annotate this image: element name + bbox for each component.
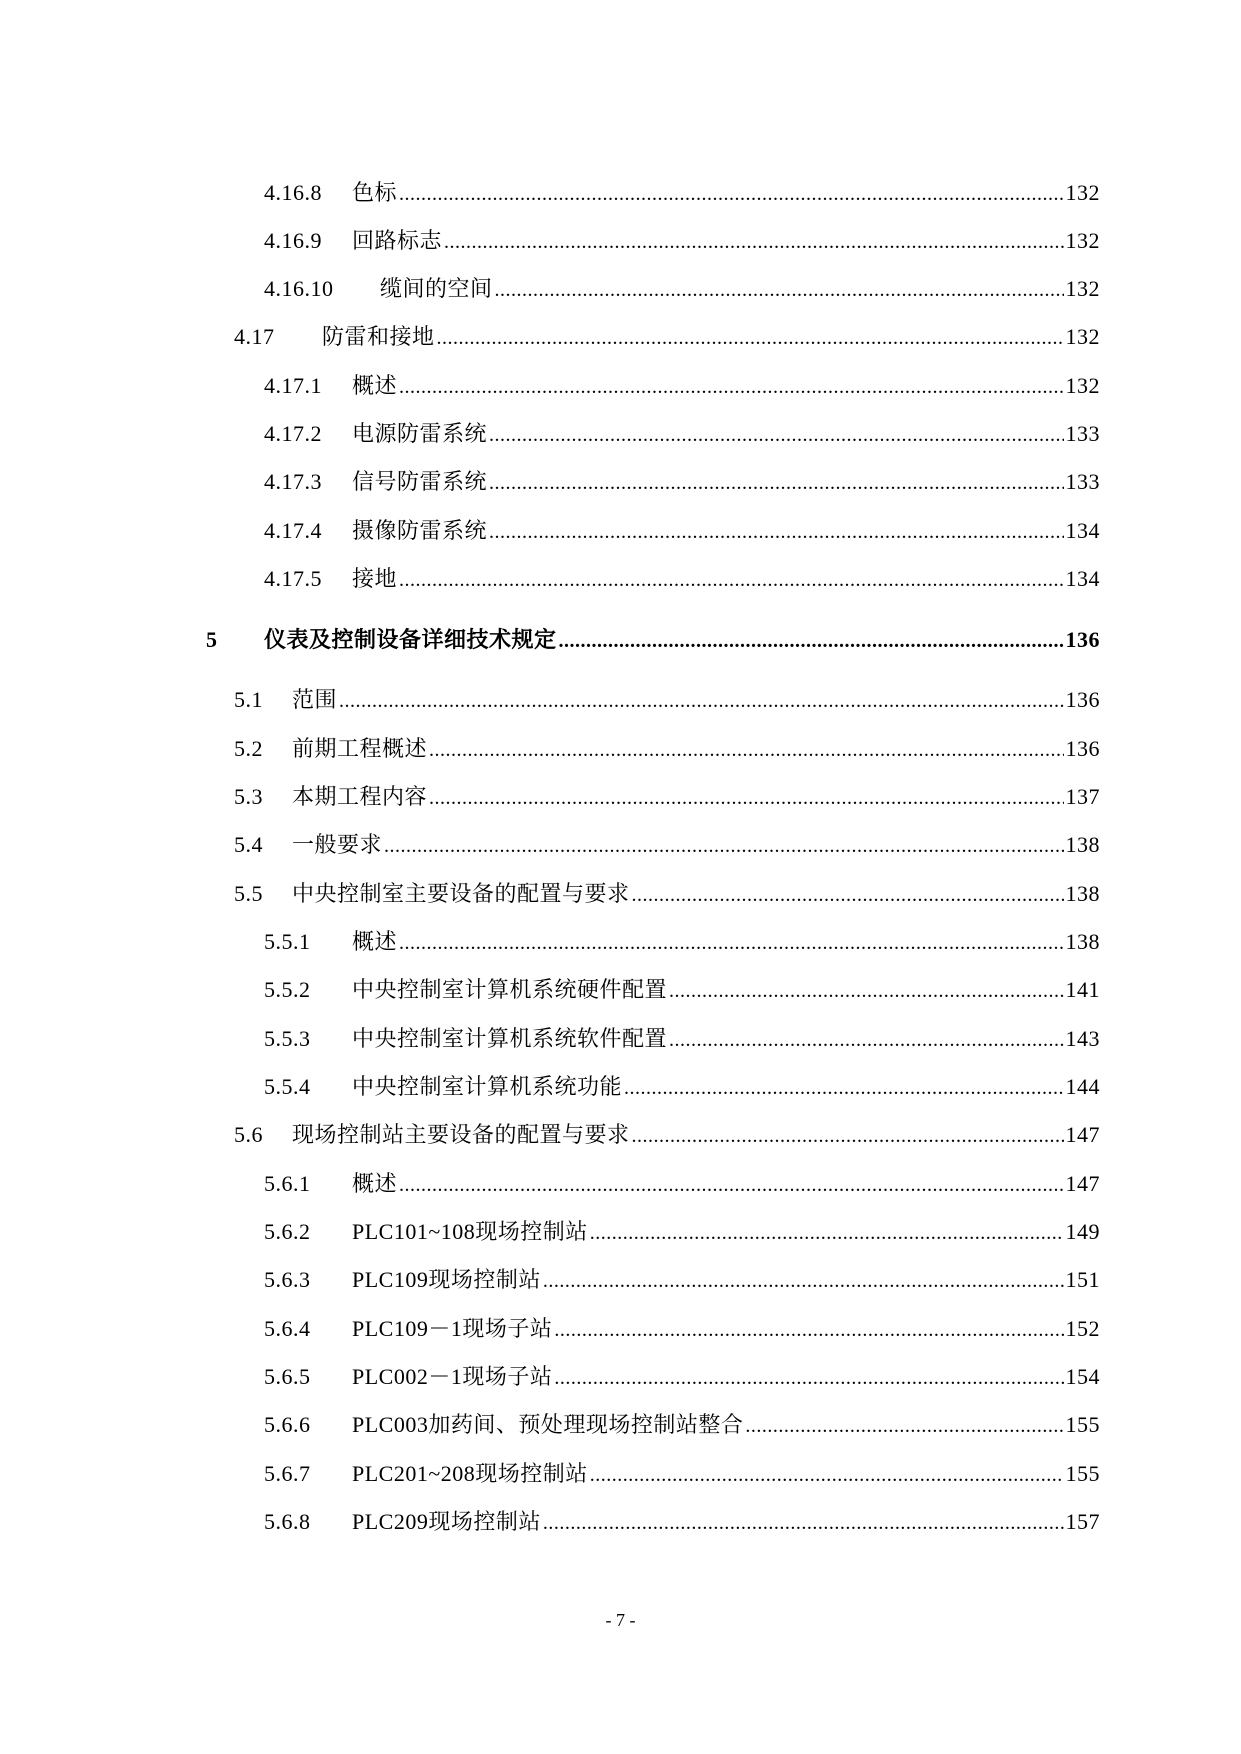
toc-entry-number: 5.2 xyxy=(234,736,263,761)
toc-entry-number: 4.17.1 xyxy=(264,373,322,398)
toc-entry-number: 4.17 xyxy=(234,324,275,349)
toc-dot-leader xyxy=(590,1457,1064,1491)
toc-dot-leader xyxy=(543,1505,1064,1539)
toc-entry-page: 132 xyxy=(1065,324,1100,349)
toc-entry-page: 155 xyxy=(1065,1461,1100,1486)
toc-dot-leader xyxy=(624,1070,1063,1104)
toc-entry-number: 5.5.2 xyxy=(264,977,311,1002)
toc-entry[interactable] xyxy=(0,1360,1241,1394)
toc-entry-page: 147 xyxy=(1065,1122,1100,1147)
toc-entry-number: 5.6.3 xyxy=(264,1267,311,1292)
toc-entry[interactable] xyxy=(0,1408,1241,1442)
toc-entry[interactable] xyxy=(0,465,1241,499)
toc-dot-leader xyxy=(384,828,1063,862)
toc-entry-page: 157 xyxy=(1065,1509,1100,1534)
toc-entry[interactable] xyxy=(0,973,1241,1007)
toc-entry[interactable] xyxy=(0,828,1241,862)
toc-entry-page: 138 xyxy=(1065,929,1100,954)
toc-entry-page: 152 xyxy=(1065,1316,1100,1341)
toc-entry-page: 137 xyxy=(1065,784,1100,809)
toc-entry[interactable] xyxy=(0,514,1241,548)
toc-entry-title: 前期工程概述 xyxy=(292,736,428,761)
toc-entry-title: 中央控制室计算机系统软件配置 xyxy=(352,1026,668,1051)
toc-entry-number: 5.5.4 xyxy=(264,1074,311,1099)
toc-dot-leader xyxy=(399,562,1063,596)
toc-entry-page: 133 xyxy=(1065,469,1100,494)
toc-dot-leader xyxy=(437,320,1064,354)
toc-entry-page: 132 xyxy=(1065,373,1100,398)
toc-entry-title: 概述 xyxy=(352,929,398,954)
toc-dot-leader xyxy=(399,925,1063,959)
toc-entry[interactable] xyxy=(0,1263,1241,1297)
toc-entry-page: 134 xyxy=(1065,566,1100,591)
toc-entry-number: 5.6.2 xyxy=(264,1219,311,1244)
toc-dot-leader xyxy=(429,780,1063,814)
toc-entry-page: 134 xyxy=(1065,518,1100,543)
toc-entry-page: 132 xyxy=(1065,180,1100,205)
toc-entry-page: 144 xyxy=(1065,1074,1100,1099)
toc-entry-page: 149 xyxy=(1065,1219,1100,1244)
toc-entry[interactable] xyxy=(0,1312,1241,1346)
toc-entry-number: 4.17.5 xyxy=(264,566,322,591)
toc-dot-leader xyxy=(399,176,1063,210)
toc-entry-page: 143 xyxy=(1065,1026,1100,1051)
toc-entry-title: 摄像防雷系统 xyxy=(352,518,488,543)
toc-entry-number: 5.6.5 xyxy=(264,1364,311,1389)
page-number: - 7 - xyxy=(605,1610,636,1630)
toc-entry-page: 136 xyxy=(1065,627,1100,652)
toc-entry-title: 仪表及控制设备详细技术规定 xyxy=(264,627,557,652)
toc-entry-title: 防雷和接地 xyxy=(322,324,435,349)
toc-entry-number: 4.17.2 xyxy=(264,421,322,446)
toc-entry[interactable] xyxy=(0,1215,1241,1249)
toc-entry-number: 4.17.3 xyxy=(264,469,322,494)
toc-entry[interactable] xyxy=(0,224,1241,258)
toc-entry[interactable] xyxy=(0,562,1241,596)
toc-entry-page: 132 xyxy=(1065,276,1100,301)
toc-entry-number: 4.16.9 xyxy=(264,228,322,253)
toc-entry-number: 4.17.4 xyxy=(264,518,322,543)
toc-entry-title: 回路标志 xyxy=(352,228,443,253)
toc-entry[interactable] xyxy=(0,780,1241,814)
toc-entry-title: 接地 xyxy=(352,566,398,591)
toc-entry-number: 5.6.8 xyxy=(264,1509,311,1534)
toc-dot-leader xyxy=(554,1312,1063,1346)
toc-dot-leader xyxy=(495,272,1064,306)
toc-entry-title: 电源防雷系统 xyxy=(352,421,488,446)
toc-dot-leader xyxy=(669,973,1063,1007)
toc-entry-page: 151 xyxy=(1065,1267,1100,1292)
toc-entry[interactable] xyxy=(0,1022,1241,1056)
toc-entry[interactable] xyxy=(0,1505,1241,1539)
toc-entry-page: 155 xyxy=(1065,1412,1100,1437)
toc-dot-leader xyxy=(489,514,1063,548)
toc-dot-leader xyxy=(590,1215,1064,1249)
toc-entry-title: PLC209现场控制站 xyxy=(352,1509,541,1534)
toc-dot-leader xyxy=(669,1022,1063,1056)
toc-entry[interactable] xyxy=(0,877,1241,911)
toc-entry[interactable] xyxy=(0,1167,1241,1201)
toc-entry-page: 138 xyxy=(1065,881,1100,906)
toc-dot-leader xyxy=(429,732,1063,766)
toc-entry-title: 本期工程内容 xyxy=(292,784,428,809)
toc-entry-page: 154 xyxy=(1065,1364,1100,1389)
toc-entry-number: 5.5.3 xyxy=(264,1026,311,1051)
toc-entry-title: PLC109－1现场子站 xyxy=(352,1316,553,1341)
toc-entry-title: PLC002－1现场子站 xyxy=(352,1364,553,1389)
toc-dot-leader xyxy=(489,417,1063,451)
toc-entry[interactable] xyxy=(0,683,1241,717)
toc-entry[interactable] xyxy=(0,417,1241,451)
toc-dot-leader xyxy=(399,1167,1063,1201)
toc-entry-number: 5.6.6 xyxy=(264,1412,311,1437)
toc-entry-title: PLC201~208现场控制站 xyxy=(352,1461,588,1486)
toc-entry-page: 147 xyxy=(1065,1171,1100,1196)
toc-entry[interactable] xyxy=(0,320,1241,354)
toc-entry-page: 132 xyxy=(1065,228,1100,253)
toc-entry-title: 现场控制站主要设备的配置与要求 xyxy=(292,1122,630,1147)
toc-entry-page: 136 xyxy=(1065,687,1100,712)
toc-entry-number: 5.6.7 xyxy=(264,1461,311,1486)
toc-dot-leader xyxy=(559,623,1064,657)
toc-entry-number: 5.5.1 xyxy=(264,929,311,954)
toc-dot-leader xyxy=(632,877,1064,911)
toc-entry-title: 色标 xyxy=(352,180,398,205)
toc-entry-number: 4.16.8 xyxy=(264,180,322,205)
toc-entry-page: 141 xyxy=(1065,977,1100,1002)
toc-entry[interactable] xyxy=(0,1070,1241,1104)
toc-entry[interactable] xyxy=(0,1118,1241,1152)
toc-entry-number: 5.4 xyxy=(234,832,263,857)
toc-entry-title: 中央控制室计算机系统功能 xyxy=(352,1074,623,1099)
toc-entry-number: 5.6 xyxy=(234,1122,263,1147)
toc-entry-number: 5.6.1 xyxy=(264,1171,311,1196)
toc-entry[interactable] xyxy=(0,1457,1241,1491)
toc-entry-title: PLC003加药间、预处理现场控制站整合 xyxy=(352,1412,744,1437)
toc-entry-title: 中央控制室主要设备的配置与要求 xyxy=(292,881,630,906)
toc-entry-title: 概述 xyxy=(352,1171,398,1196)
toc-entry-number: 5.5 xyxy=(234,881,263,906)
toc-entry[interactable] xyxy=(0,176,1241,210)
toc-entry-title: 概述 xyxy=(352,373,398,398)
toc-entry-title: 缆间的空间 xyxy=(380,276,493,301)
toc-dot-leader xyxy=(489,465,1063,499)
toc-dot-leader xyxy=(444,224,1063,258)
toc-entry-page: 133 xyxy=(1065,421,1100,446)
toc-dot-leader xyxy=(339,683,1063,717)
toc-entry-number: 4.16.10 xyxy=(264,276,334,301)
toc-entry-title: 一般要求 xyxy=(292,832,383,857)
toc-entry-page: 138 xyxy=(1065,832,1100,857)
toc-chapter-entry[interactable] xyxy=(0,623,1241,657)
toc-dot-leader xyxy=(745,1408,1063,1442)
toc-dot-leader xyxy=(399,369,1063,403)
toc-dot-leader xyxy=(543,1263,1064,1297)
toc-entry-title: 范围 xyxy=(292,687,338,712)
toc-dot-leader xyxy=(632,1118,1064,1152)
toc-entry-number: 5.6.4 xyxy=(264,1316,311,1341)
toc-entry[interactable] xyxy=(0,369,1241,403)
toc-entry-title: 信号防雷系统 xyxy=(352,469,488,494)
toc-entry-number: 5.3 xyxy=(234,784,263,809)
toc-entry-page: 136 xyxy=(1065,736,1100,761)
toc-entry-number: 5.1 xyxy=(234,687,263,712)
toc-entry-title: 中央控制室计算机系统硬件配置 xyxy=(352,977,668,1002)
toc-entry-title: PLC101~108现场控制站 xyxy=(352,1219,588,1244)
toc-dot-leader xyxy=(554,1360,1063,1394)
toc-entry[interactable] xyxy=(0,272,1241,306)
toc-entry[interactable] xyxy=(0,732,1241,766)
toc-entry-number: 5 xyxy=(206,627,218,652)
toc-entry[interactable] xyxy=(0,925,1241,959)
toc-entry-title: PLC109现场控制站 xyxy=(352,1267,541,1292)
